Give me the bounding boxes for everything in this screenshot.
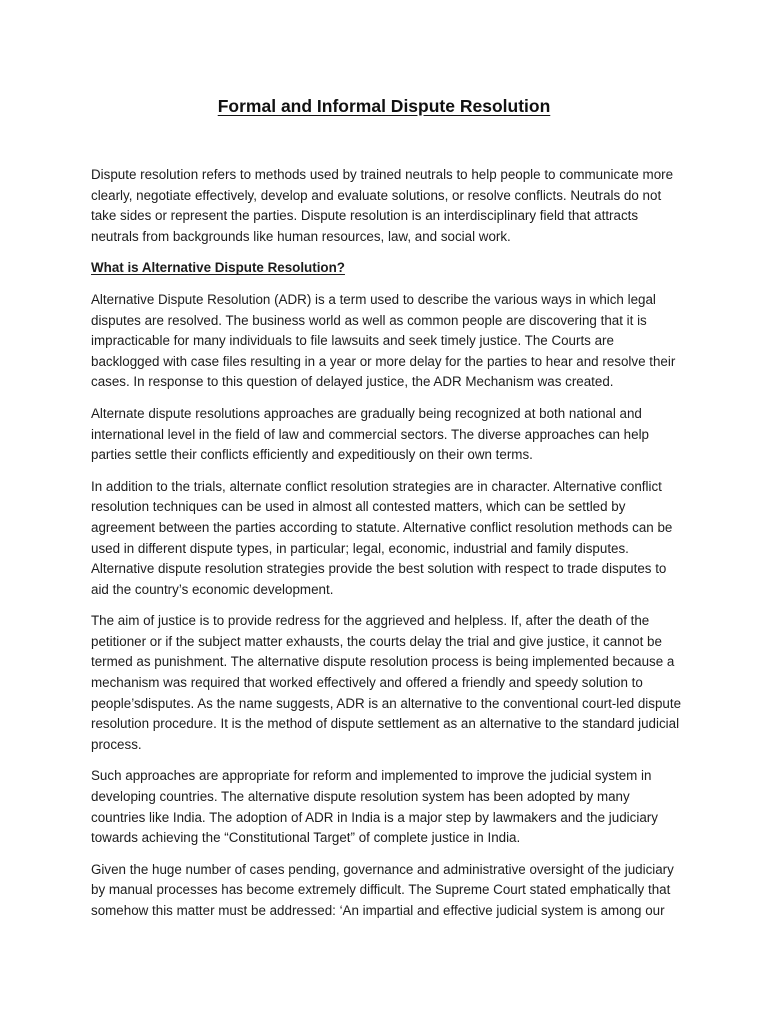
paragraph-pending-cases: Given the huge number of cases pending, governance and administrative oversight of the judiciary by manual processes has become extremely difficult. The Supreme Court stated emphatically that somehow this matter must be addressed: ‘An impartial and effective judicial system is among our [91, 861, 674, 918]
paragraph-intro: Dispute resolution refers to methods used by trained neutrals to help people to communicate more clearly, negotiate effectively, develop and evaluate solutions, or resolve conflicts. Neutrals do not take sides or represent the parties. Dispute resolution is an interdisciplinary field that attracts neutrals from backgrounds like human resources, law, and social work. [91, 167, 674, 244]
document-body [91, 165, 683, 933]
paragraph-strategies: In addition to the trials, alternate conflict resolution strategies are in character. Alternative conflict resolution techniques can be used in almost all contested matters, which can be settled by agreement between the parties according to statute. Alternative conflict resolution methods can be used in different dispute types, in particular; legal, economic, industrial and family disputes. Alternative dispute resolution strategies provide the best solution with respect to trade disputes to aid the country’s economic development. [91, 478, 673, 597]
section-heading-adr: What is Alternative Dispute Resolution? [91, 260, 345, 276]
paragraph-adr-definition: Alternative Dispute Resolution (ADR) is a term used to describe the various ways in which legal disputes are resolved. The business world as well as common people are discovering that it is impracticable for many individuals to file lawsuits and seek timely justice. The Courts are backlogged with case files resulting in a year or more delay for the parties to hear and resolve their cases. In response to this question of delayed justice, the ADR Mechanism was created. [91, 291, 676, 390]
document-title: Formal and Informal Dispute Resolution [217, 96, 551, 116]
paragraph-aim-of-justice: The aim of justice is to provide redress for the aggrieved and helpless. If, after the death of the petitioner or if the subject matter exhausts, the courts delay the trial and give justice, it cannot be termed as punishment. The alternative dispute resolution process is being implemented because a mechanism was required that worked effectively and offered a friendly and speedy solution to people’sdisputes. As the name suggests, ADR is an alternative to the conventional court-led dispute resolution procedure. It is the method of dispute settlement as an alternative to the standard judicial process. [91, 613, 682, 752]
paragraph-reform: Such approaches are appropriate for reform and implemented to improve the judicial system in developing countries. The alternative dispute resolution system has been adopted by many countries like India. The adoption of ADR in India is a major step by lawmakers and the judiciary towards achieving the “Constitutional Target” of complete justice in India. [91, 768, 658, 846]
paragraph-recognition: Alternate dispute resolutions approaches are gradually being recognized at both national and international level in the field of law and commercial sectors. The diverse approaches can help parties settle their conflicts efficiently and expeditiously on their own terms. [91, 405, 649, 463]
